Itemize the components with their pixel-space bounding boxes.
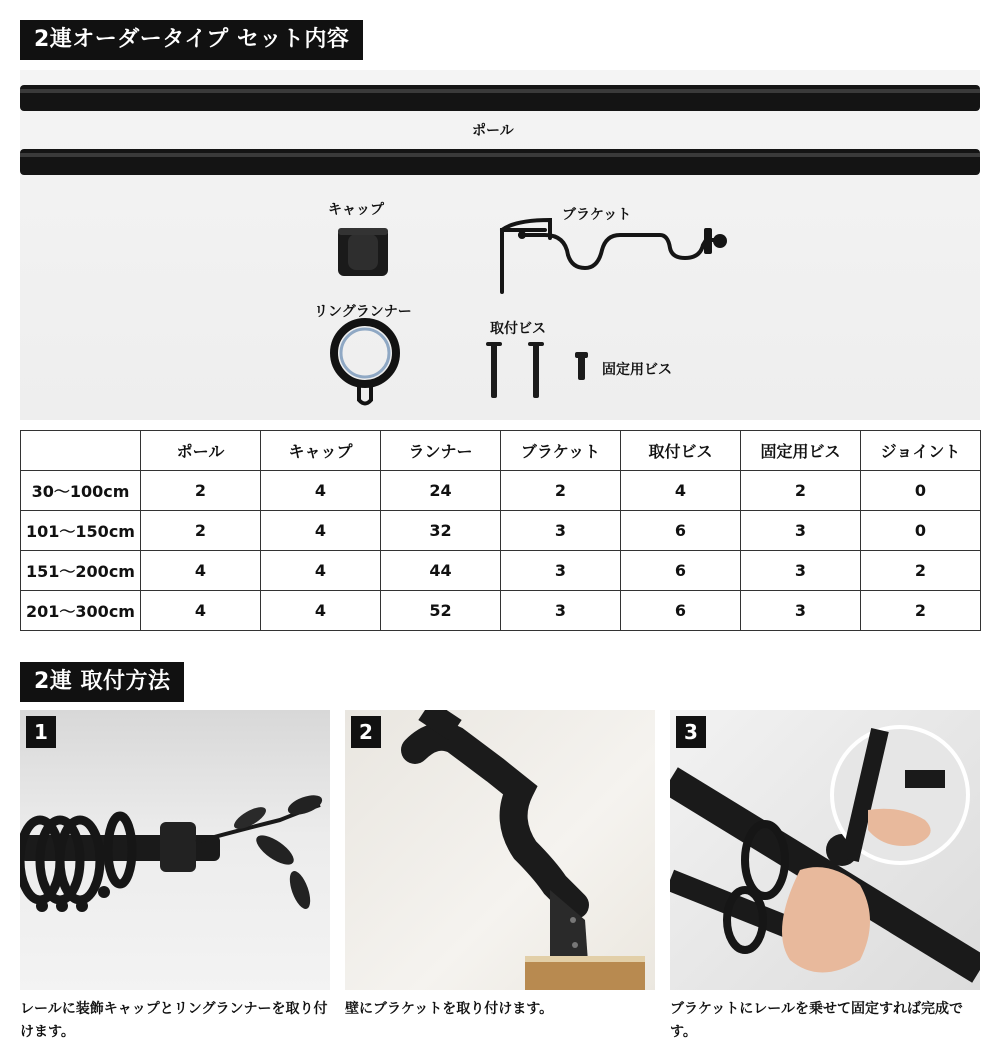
- bracket-shape: [502, 220, 720, 292]
- label-fix-screw: 固定用ビス: [602, 362, 672, 378]
- header-cell: キャップ: [261, 431, 381, 471]
- step-2-illustration: [345, 710, 655, 990]
- size-cell: 30〜100cm: [21, 471, 141, 511]
- header-cell: ジョイント: [861, 431, 981, 471]
- table-cell: 0: [861, 471, 981, 511]
- size-cell: 201〜300cm: [21, 591, 141, 631]
- header-cell: [21, 431, 141, 471]
- table-cell: 4: [261, 471, 381, 511]
- table-cell: 6: [621, 591, 741, 631]
- header-cell: ポール: [141, 431, 261, 471]
- table-cell: 24: [381, 471, 501, 511]
- parts-photo: [20, 70, 980, 420]
- table-cell: 4: [141, 551, 261, 591]
- step-number-badge: 2: [351, 716, 381, 748]
- table-cell: 4: [261, 551, 381, 591]
- size-cell: 151〜200cm: [21, 551, 141, 591]
- table-cell: 2: [861, 591, 981, 631]
- header-cell: ランナー: [381, 431, 501, 471]
- table-cell: 4: [261, 591, 381, 631]
- table-cell: 3: [741, 591, 861, 631]
- table-cell: 2: [741, 471, 861, 511]
- table-header-row: [21, 431, 981, 471]
- label-cap: キャップ: [328, 202, 384, 218]
- table-cell: 3: [501, 511, 621, 551]
- table-cell: 4: [261, 511, 381, 551]
- table-cell: 2: [501, 471, 621, 511]
- step-2-caption: 壁にブラケットを取り付けます。: [345, 1001, 554, 1017]
- pole-top: [20, 85, 980, 111]
- header-cell: 固定用ビス: [741, 431, 861, 471]
- label-mount-screw: 取付ビス: [490, 321, 546, 337]
- label-pole: ポール: [472, 123, 514, 139]
- set-contents-table: [20, 430, 981, 631]
- ring-runner-shape: [334, 322, 396, 404]
- table-cell: 3: [741, 511, 861, 551]
- cap-shape: [338, 228, 388, 276]
- mount-screws-shape: [486, 342, 544, 398]
- label-bracket: ブラケット: [562, 207, 632, 223]
- table-cell: 6: [621, 551, 741, 591]
- table-cell: 2: [861, 551, 981, 591]
- step-number-badge: 1: [26, 716, 56, 748]
- table-row: [21, 551, 981, 591]
- table-cell: 2: [141, 471, 261, 511]
- size-cell: 101〜150cm: [21, 511, 141, 551]
- table-cell: 32: [381, 511, 501, 551]
- table-cell: 0: [861, 511, 981, 551]
- step-3-illustration: [670, 710, 980, 990]
- section-title-set-contents: 2連オーダータイプ セット内容: [20, 20, 363, 60]
- table-row: [21, 471, 981, 511]
- table-row: [21, 511, 981, 551]
- label-ring-runner: リングランナー: [314, 304, 412, 320]
- pole-bottom: [20, 149, 980, 175]
- table-cell: 6: [621, 511, 741, 551]
- table-cell: 3: [741, 551, 861, 591]
- table-cell: 44: [381, 551, 501, 591]
- step-1-photo: [20, 710, 330, 990]
- table-cell: 52: [381, 591, 501, 631]
- table-cell: 3: [501, 591, 621, 631]
- step-3-caption: ブラケットにレールを乗せて固定すれば完成です。: [670, 1001, 964, 1040]
- fix-screw-shape: [575, 352, 588, 380]
- header-cell: 取付ビス: [621, 431, 741, 471]
- table-cell: 4: [141, 591, 261, 631]
- step-2-photo: [345, 710, 655, 990]
- step-3-photo: [670, 710, 980, 990]
- step-1-caption: レールに装飾キャップとリングランナーを取り付けます。: [20, 1001, 328, 1040]
- step-1-illustration: [20, 710, 330, 990]
- header-cell: ブラケット: [501, 431, 621, 471]
- table-cell: 3: [501, 551, 621, 591]
- table-cell: 4: [621, 471, 741, 511]
- section-title-installation: 2連 取付方法: [20, 662, 184, 702]
- table-cell: 2: [141, 511, 261, 551]
- step-number-badge: 3: [676, 716, 706, 748]
- table-row: [21, 591, 981, 631]
